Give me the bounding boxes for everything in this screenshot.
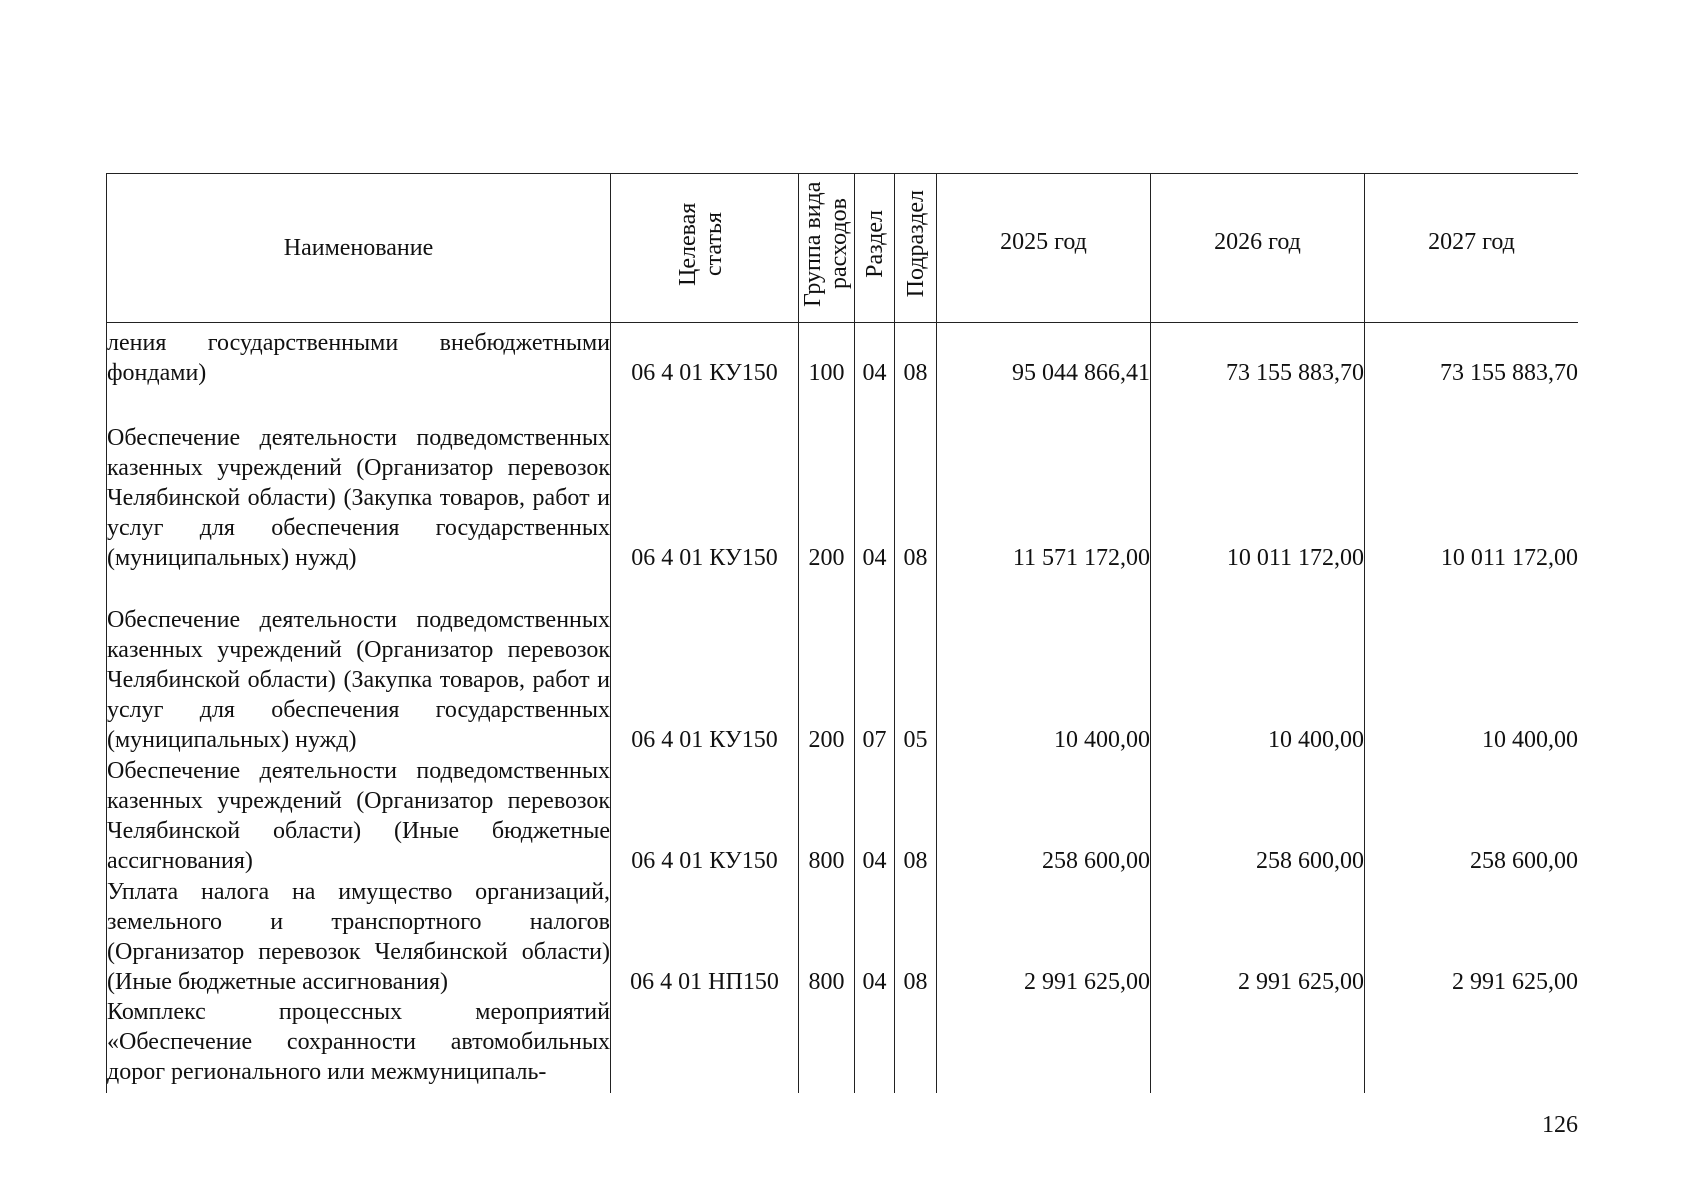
header-year-2025: 2025 год: [937, 174, 1151, 323]
row-name: Комплекс процессных мероприятий «Обеспечение сохранности автомобильных дорог регионального или межмуниципаль-: [107, 997, 611, 1093]
row-section: [855, 997, 895, 1093]
row-code: 06 4 01 КУ150: [611, 323, 799, 389]
row-code: 06 4 01 НП150: [611, 876, 799, 997]
table-row: [107, 876, 1579, 997]
row-amount-2026: 73 155 883,70: [1151, 323, 1365, 389]
row-amount-2027: 73 155 883,70: [1365, 323, 1579, 389]
row-amount-2025: 2 991 625,00: [937, 876, 1151, 997]
header-name: Наименование: [107, 174, 611, 323]
row-name: Обеспечение деятельности подведомственных казенных учреждений (Организатор перевозок Челябинской области) (Закупка товаров, работ и услуг для обеспечения государственных (муниципальных) нужд): [107, 388, 611, 573]
row-code: 06 4 01 КУ150: [611, 755, 799, 876]
row-amount-2025: 10 400,00: [937, 573, 1151, 755]
header-expense-group: Группа вида расходов: [799, 174, 855, 323]
row-amount-2026: 10 011 172,00: [1151, 388, 1365, 573]
row-group: 200: [799, 388, 855, 573]
header-section: Раздел: [855, 174, 895, 323]
table-row: [107, 573, 1579, 755]
row-amount-2027: 2 991 625,00: [1365, 876, 1579, 997]
header-year-2026: 2026 год: [1151, 174, 1365, 323]
row-amount-2027: 10 011 172,00: [1365, 388, 1579, 573]
row-code: 06 4 01 КУ150: [611, 388, 799, 573]
row-amount-2025: [937, 997, 1151, 1093]
header-code: Целевая статья: [611, 174, 799, 323]
row-amount-2027: 258 600,00: [1365, 755, 1579, 876]
table-row: [107, 388, 1579, 573]
row-name: Уплата налога на имущество организаций, земельного и транспортного налогов (Организатор перевозок Челябинской области) (Иные бюджетные ассигнования): [107, 876, 611, 997]
row-subsection: 08: [895, 323, 937, 389]
table-row: [107, 755, 1579, 876]
row-amount-2026: 10 400,00: [1151, 573, 1365, 755]
row-amount-2026: 258 600,00: [1151, 755, 1365, 876]
header-year-2027: 2027 год: [1365, 174, 1579, 323]
row-amount-2027: [1365, 997, 1579, 1093]
table-header-row: [107, 174, 1579, 323]
row-amount-2026: 2 991 625,00: [1151, 876, 1365, 997]
row-group: 800: [799, 755, 855, 876]
row-amount-2025: 11 571 172,00: [937, 388, 1151, 573]
page-number: 126: [1542, 1112, 1578, 1138]
budget-table: [106, 173, 1578, 1093]
row-code: [611, 997, 799, 1093]
row-amount-2027: 10 400,00: [1365, 573, 1579, 755]
row-section: 04: [855, 388, 895, 573]
row-name: Обеспечение деятельности подведомственных казенных учреждений (Организатор перевозок Челябинской области) (Закупка товаров, работ и услуг для обеспечения государственных (муниципальных) нужд): [107, 573, 611, 755]
row-amount-2026: [1151, 997, 1365, 1093]
row-name: ления государственными внебюджетными фондами): [107, 323, 611, 389]
row-group: [799, 997, 855, 1093]
table-row: [107, 997, 1579, 1093]
row-subsection: 08: [895, 388, 937, 573]
budget-table-container: [106, 173, 1578, 1093]
row-group: 800: [799, 876, 855, 997]
row-name: Обеспечение деятельности подведомственных казенных учреждений (Организатор перевозок Челябинской области) (Иные бюджетные ассигнования): [107, 755, 611, 876]
table-row: [107, 323, 1579, 389]
row-group: 200: [799, 573, 855, 755]
row-amount-2025: 95 044 866,41: [937, 323, 1151, 389]
row-subsection: 08: [895, 876, 937, 997]
row-amount-2025: 258 600,00: [937, 755, 1151, 876]
row-code: 06 4 01 КУ150: [611, 573, 799, 755]
row-section: 04: [855, 755, 895, 876]
row-section: 04: [855, 323, 895, 389]
row-section: 04: [855, 876, 895, 997]
row-subsection: [895, 997, 937, 1093]
row-subsection: 05: [895, 573, 937, 755]
row-subsection: 08: [895, 755, 937, 876]
row-section: 07: [855, 573, 895, 755]
header-subsection: Подраздел: [895, 174, 937, 323]
row-group: 100: [799, 323, 855, 389]
